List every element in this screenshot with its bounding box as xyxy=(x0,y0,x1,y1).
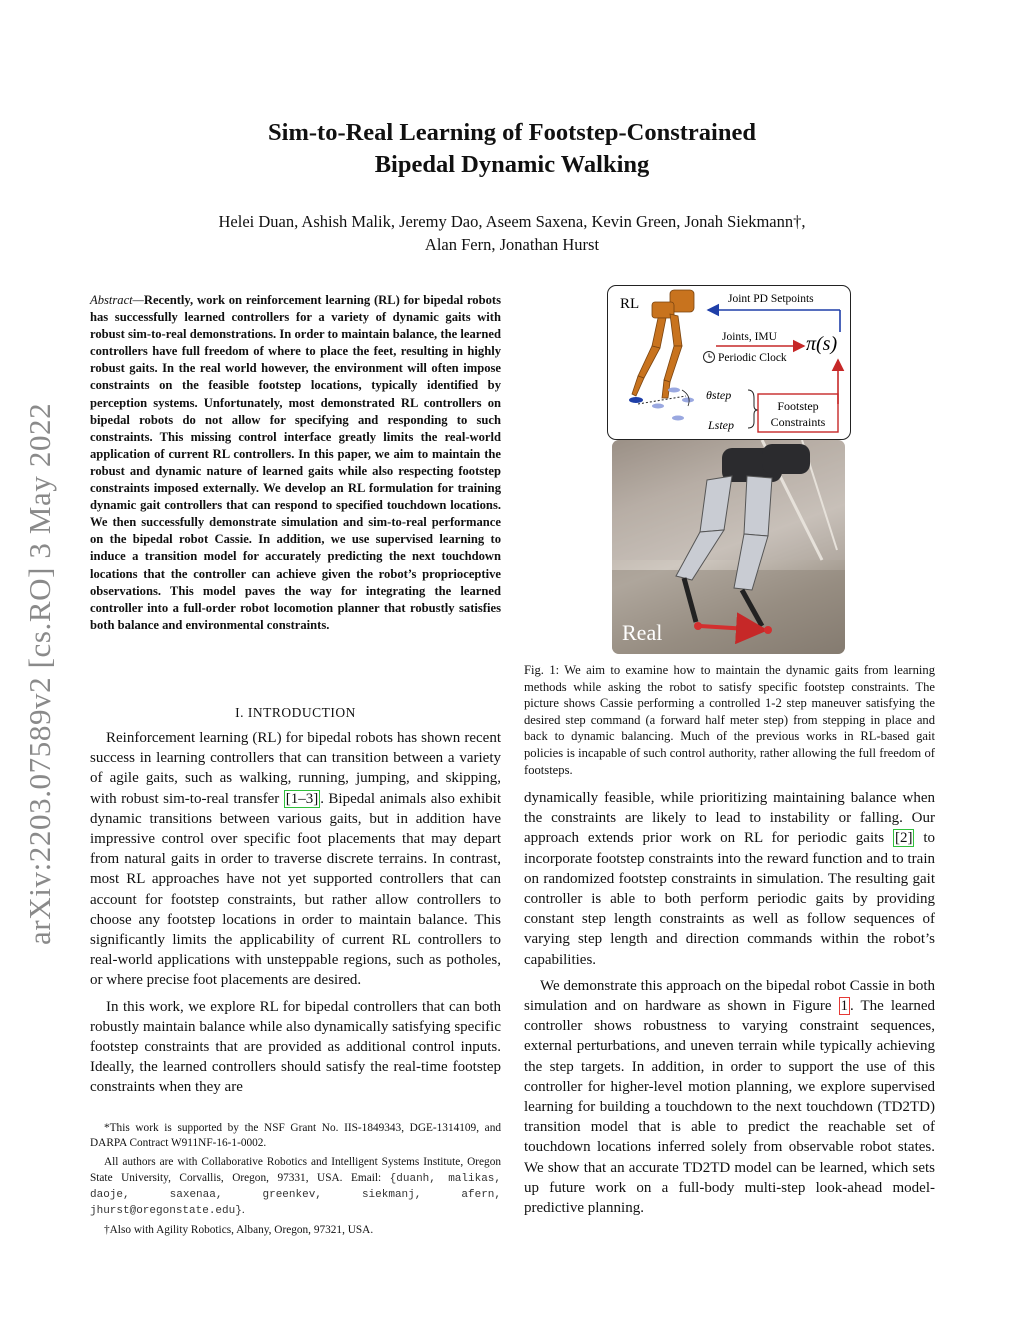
control-loop-diagram xyxy=(608,286,850,439)
title-line-1: Sim-to-Real Learning of Footstep-Constrained xyxy=(268,119,756,146)
citation-link-2[interactable]: [2] xyxy=(894,830,913,847)
policy-symbol: π(s) xyxy=(806,333,838,355)
arxiv-identifier-stamp: arXiv:2203.07589v2 [cs.RO] 3 May 2022 xyxy=(22,402,57,945)
rl-label: RL xyxy=(620,296,640,312)
footstep-targets xyxy=(629,388,694,421)
footnote-affiliation xyxy=(90,1155,501,1219)
theta-step-label: θstep xyxy=(706,388,732,402)
l-step-label: Lstep xyxy=(708,418,735,432)
authors-line-2: Alan Fern, Jonathan Hurst xyxy=(424,235,600,254)
abstract-text: Recently, work on reinforcement learning (RL) for bipedal robots has successfully learned controllers for a variety of dynamic gaits with robust sim-to-real demonstrations. In order to maintain balance, the learned controllers have full freedom of where to place the feet, resulting in highly robust gaits. In the real world however, the environment will often impose constraints on the feasible footstep locations, typically identified by perception systems. Unfortunately, most demonstrated RL controllers on bipedal robots do not allow for specifying and responding to such constraints. This missing control interface greatly limits the real-world application of current RL controllers. In this paper, we aim to maintain the robust and dynamic nature of learned gaits while also respecting footstep constraints imposed externally. We develop an RL formulation for training dynamic gait controllers that can respond to specified touchdown locations. We then successfully demonstrate simulation and sim-to-real performance on the bipedal robot Cassie. In addition, we use supervised learning to induce a transition model for accurately predicting the next touchdown locations that the controller can achieve given the robot’s proprioceptive observations. This model paves the way for integrating the learned controller into a full-order robot locomotion planner that robustly satisfies both balance and environmental constraints. xyxy=(90,293,501,632)
author-list xyxy=(0,210,1024,256)
intro-paragraph-1 xyxy=(90,728,501,991)
citation-link-1-3[interactable]: [1–3] xyxy=(285,790,319,807)
abstract-lead: Abstract— xyxy=(90,293,144,307)
footstep-dot xyxy=(668,388,680,393)
joint-pd-label: Joint PD Setpoints xyxy=(728,293,814,305)
footstep-dot xyxy=(682,398,694,403)
abstract xyxy=(90,292,501,634)
real-cassie-photo xyxy=(612,440,845,654)
author-emails: {duanh, malikas, daoje, saxenaa, greenkev, siekmanj, afern, jhurst@oregonstate.edu} xyxy=(90,1172,501,1218)
footnote-affiliation-text: All authors are with Collaborative Robotics and Intelligent Systems Institute, Oregon State University, Corvallis, Oregon, 97331, USA. Email: xyxy=(90,1156,501,1184)
intro-paragraph-2: In this work, we explore RL for bipedal controllers that can both robustly maintain balance while also dynamically satisfying specific footstep constraints that are provided as additional control inputs. Ideally, the learned controllers should satisfy the real-time footstep constraints when they are xyxy=(90,998,501,1096)
footnote-agility: †Also with Agility Robotics, Albany, Oregon, 97321, USA. xyxy=(104,1224,374,1237)
paper-title xyxy=(0,117,1024,181)
title-line-2: Bipedal Dynamic Walking xyxy=(374,151,650,178)
right-p2-text-b: . The learned controller shows robustness to varying constraint sequences, external perturbations, and uneven terrain while typically achieving the step targets. In addition, in order to support the use of this controller for higher-level motion planning, we explore supervised learning for building a touchdown to the next touchdown (TD2TD) transition model that is able to predict the reachable set of touchdown locations inferred solely from observable robot states. We show that an accurate TD2TD model can be learned, which sets up future work on a full-body multi-step look-ahead model-predictive planning. xyxy=(524,998,936,1217)
periodic-clock-label: Periodic Clock xyxy=(718,352,787,364)
footnote-funding: *This work is supported by the NSF Grant No. IIS-1849343, DGE-1314109, and DARPA Contract W911NF-16-1-0002. xyxy=(90,1122,501,1150)
right-p1-text-b: to incorporate footstep constraints into the reward function and to train on randomized footstep constraints in simulation. The resulting gait controller is able to both perform periodic gaits by providing constant step length constraints as well as follow sequences of varying step length and direction commands within the robot’s capabilities. xyxy=(524,830,935,968)
footstep-dot xyxy=(629,397,643,403)
right-p2-text-a: We demonstrate this approach on the bipedal robot Cassie in both simulation and on hardware as shown in Figure xyxy=(524,977,935,1015)
figure-1-diagram xyxy=(607,285,851,440)
section-heading-introduction: I. INTRODUCTION xyxy=(235,705,356,720)
simulated-cassie-robot-illustration xyxy=(632,290,694,398)
constraints-label: Constraints xyxy=(770,415,826,429)
figure-1-caption: Fig. 1: We aim to examine how to maintain the dynamic gaits from learning methods while asking the robot to satisfy specific footstep constraints. The picture shows Cassie performing a controlled 1-2 step maneuver satisfying the desired step command (a forward half meter step) from stepping in place and back to dynamic balancing. Much of the previous works in RL-based gait policies is incapable of such control authority, rather allowing the full freedom of footsteps. xyxy=(524,663,935,777)
authors-line-1: Helei Duan, Ashish Malik, Jeremy Dao, Aseem Saxena, Kevin Green, Jonah Siekmann†, xyxy=(218,212,806,231)
right-paragraph-1 xyxy=(524,788,935,970)
right-paragraph-2 xyxy=(524,976,935,1218)
footstep-dot xyxy=(652,404,664,409)
joints-imu-label: Joints, IMU xyxy=(722,331,777,343)
introduction-body xyxy=(90,728,501,1098)
footnote-affiliation-end: . xyxy=(241,1204,245,1217)
figure-1-link[interactable]: 1 xyxy=(840,998,849,1015)
footnotes xyxy=(90,1121,501,1242)
right-column-body xyxy=(524,788,935,1218)
footstep-label: Footstep xyxy=(777,399,819,413)
right-p1-text-a: dynamically feasible, while prioritizing maintaining balance when the constraints are likely to lead to instability or falling. Our approach extends prior work on RL for periodic gaits xyxy=(524,790,935,847)
intro-p1-text-a: Reinforcement learning (RL) for bipedal robots has shown recent success in learning controllers that can transition between a variety of agile gaits, such as walking, running, jumping, and skipping, with robust sim-to-real transfer xyxy=(90,730,501,807)
intro-p1-text-b: . Bipedal animals also exhibit dynamic transitions between various gaits, but in addition have impressive control over specific foot placements that may depart from natural gaits in order to traverse discrete terrains. In contrast, most RL approaches have not yet supported controllers that can account for footstep constraints, but rather allow controllers to choose any footstep locations in order to maintain balance. This significantly limits the applicability of current RL controllers to real-world applications with unsteppable regions, such as potholes, or where precise foot placements are desired. xyxy=(90,790,502,989)
real-label: Real xyxy=(622,620,663,645)
footstep-dot xyxy=(672,416,684,421)
